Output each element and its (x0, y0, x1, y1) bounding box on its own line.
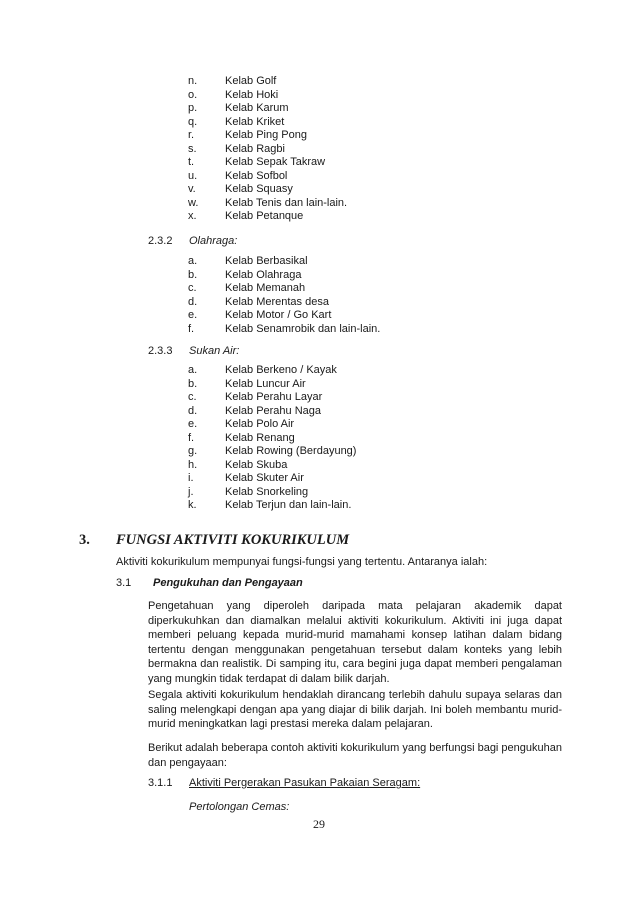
intro-text: Aktiviti kokurikulum mempunyai fungsi-fungsi yang tertentu. Antaranya ialah: (116, 556, 488, 568)
list-marker: g. (188, 445, 198, 457)
section-title: FUNGSI AKTIVITI KOKURIKULUM (116, 532, 350, 548)
list-marker: a. (188, 364, 198, 376)
list-item (188, 499, 356, 513)
list-item-text: Kelab Berbasikal (225, 255, 308, 267)
list-marker: d. (188, 295, 198, 308)
list-item-text: Kelab Sofbol (225, 169, 288, 182)
subheading-number: 2.3.2 (148, 235, 173, 247)
paragraph-1: Pengetahuan yang diperoleh daripada mata pelajaran akademik dapat diperkukuhkan dan diamalkan melalui aktiviti kokurikulum. Aktiviti ini juga dapat memberi peluang kepada murid-murid mamahami konsep latihan dalam bidang tertentu dengan menggunakan pengetahuan tersebut dalam konteks yang lebih bermakna dan realistik. Di samping itu, cara begini juga dapat memberi pengalaman yang mungkin tidak terdapat di dalam bilik darjah. (148, 600, 562, 685)
subheading-2-3-2 (148, 235, 237, 247)
list-item (188, 432, 356, 446)
list-marker: s. (188, 142, 197, 155)
list-item (188, 486, 356, 500)
list-item (188, 75, 347, 89)
list-item-text: Kelab Memanah (225, 282, 306, 294)
section-3-heading (79, 532, 349, 549)
list-marker: b. (188, 268, 198, 281)
paragraph-3: Berikut adalah beberapa contoh aktiviti kokurikulum yang berfungsi bagi pengukuhan dan pengayaan: (148, 742, 562, 769)
list-item (188, 296, 380, 310)
list-item-text: Kelab Sepak Takraw (225, 156, 326, 168)
list-item-text: Kelab Snorkeling (225, 485, 309, 498)
list-marker: c. (188, 282, 197, 294)
list-item-text: Kelab Berkeno / Kayak (225, 364, 337, 376)
list-item (188, 89, 347, 103)
list-item (188, 116, 347, 130)
list-marker: e. (188, 309, 198, 321)
list-item (188, 143, 347, 157)
subheading-2-3-3 (148, 345, 239, 357)
list-item-text: Kelab Luncur Air (225, 377, 306, 390)
list-marker: i. (188, 472, 194, 484)
list-marker: f. (188, 431, 195, 444)
subheading-number: 3.1.1 (148, 777, 173, 789)
list-marker: t. (188, 156, 195, 168)
list-sukan-air (188, 364, 356, 513)
subheading-number: 3.1 (116, 577, 132, 589)
list-item (188, 129, 347, 143)
sub-item-title: Pertolongan Cemas: (189, 801, 290, 813)
list-item (188, 323, 380, 337)
list-item-text: Kelab Kriket (225, 115, 285, 128)
list-marker: v. (188, 183, 196, 195)
subheading-number: 2.3.3 (148, 345, 173, 357)
list-item (188, 255, 380, 269)
list-item-text: Kelab Tenis dan lain-lain. (225, 196, 348, 209)
list-marker: u. (188, 169, 198, 182)
list-item (188, 445, 356, 459)
list-item (188, 210, 347, 224)
list-item-text: Kelab Polo Air (225, 418, 295, 430)
list-marker: o. (188, 88, 198, 101)
list-item (188, 102, 347, 116)
list-item (188, 405, 356, 419)
list-item-text: Kelab Perahu Naga (225, 404, 322, 417)
list-item-text: Kelab Squasy (225, 183, 293, 195)
list-marker: p. (188, 102, 198, 114)
list-item-text: Kelab Merentas desa (225, 295, 329, 308)
list-item (188, 269, 380, 283)
list-item-text: Kelab Ragbi (225, 142, 285, 155)
list-sukan-permainan (188, 75, 347, 224)
subheading-title: Aktiviti Pergerakan Pasukan Pakaian Seragam: (189, 777, 421, 789)
list-item-text: Kelab Ping Pong (225, 129, 307, 141)
list-olahraga (188, 255, 380, 336)
list-marker: k. (188, 499, 197, 511)
subheading-title: Olahraga: (189, 235, 238, 247)
list-item-text: Kelab Golf (225, 75, 277, 87)
list-item-text: Kelab Perahu Layar (225, 391, 323, 403)
list-marker: x. (188, 210, 197, 222)
list-item (188, 364, 356, 378)
section-number: 3. (79, 532, 90, 548)
list-item-text: Kelab Rowing (Berdayung) (225, 445, 357, 457)
subheading-3-1 (116, 577, 303, 589)
paragraph-2: Segala aktiviti kokurikulum hendaklah dirancang terlebih dahulu supaya selaras dan saling melengkapi dengan apa yang diajar di bilik darjah. Ini boleh membantu murid-murid meningkatkan lagi prestasi mereka dalam pelajaran. (148, 689, 562, 730)
subheading-title: Sukan Air: (189, 345, 240, 357)
list-marker: a. (188, 255, 198, 267)
subheading-3-1-1 (148, 777, 420, 789)
list-item-text: Kelab Renang (225, 431, 295, 444)
list-marker: f. (188, 322, 195, 335)
list-marker: r. (188, 129, 195, 141)
list-item-text: Kelab Olahraga (225, 268, 302, 281)
list-marker: d. (188, 404, 198, 417)
page-number: 29 (313, 817, 325, 831)
list-marker: b. (188, 377, 198, 390)
list-item (188, 197, 347, 211)
list-item (188, 391, 356, 405)
list-item (188, 183, 347, 197)
list-item (188, 170, 347, 184)
list-item (188, 156, 347, 170)
list-marker: h. (188, 458, 198, 471)
list-item-text: Kelab Terjun dan lain-lain. (225, 499, 352, 511)
list-item-text: Kelab Karum (225, 102, 289, 114)
list-item-text: Kelab Skuter Air (225, 472, 304, 484)
list-item (188, 418, 356, 432)
list-item (188, 309, 380, 323)
list-marker: w. (188, 196, 199, 209)
list-marker: j. (188, 485, 194, 498)
list-item-text: Kelab Petanque (225, 210, 304, 222)
list-item (188, 378, 356, 392)
list-marker: e. (188, 418, 198, 430)
list-item (188, 459, 356, 473)
list-item-text: Kelab Skuba (225, 458, 288, 471)
list-marker: q. (188, 115, 198, 128)
list-item-text: Kelab Motor / Go Kart (225, 309, 332, 321)
list-item-text: Kelab Hoki (225, 88, 279, 101)
list-item-text: Kelab Senamrobik dan lain-lain. (225, 322, 381, 335)
list-marker: n. (188, 75, 198, 87)
subheading-title: Pengukuhan dan Pengayaan (153, 577, 303, 589)
list-item (188, 282, 380, 296)
list-marker: c. (188, 391, 197, 403)
list-item (188, 472, 356, 486)
